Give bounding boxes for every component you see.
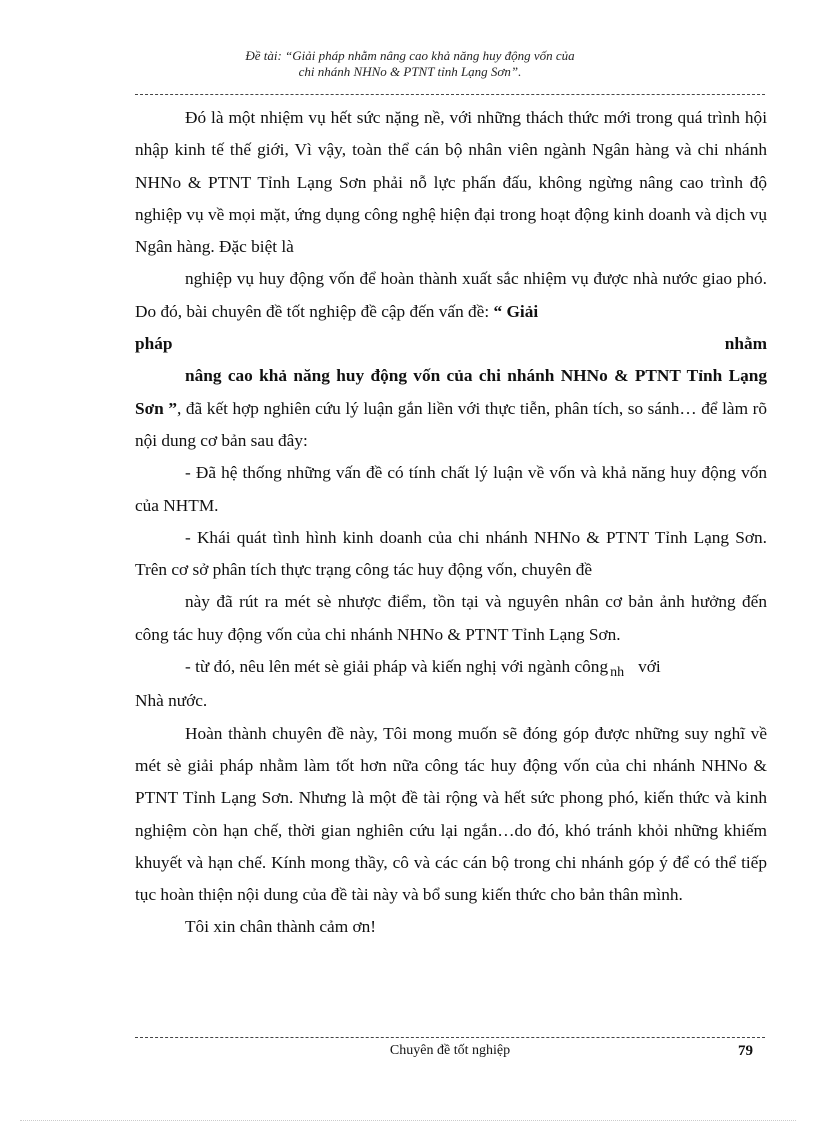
paragraph-6: này đã rút ra mét sè nhược điểm, tồn tại và nguyên nhân cơ bản ảnh hưởng đến công tác huy động vốn của chi nhánh NHNo & PTNT Tỉnh Lạng Sơn. (135, 592, 767, 644)
page-header (150, 48, 670, 80)
paragraph-3-bold: nâng cao khả năng huy động vốn của chi nhánh NHNo & PTNT Tỉnh Lạng Sơn ” (135, 366, 767, 418)
split-title-left: pháp (135, 334, 173, 354)
header-divider (135, 94, 765, 95)
split-title-right: nhằm (724, 334, 767, 354)
paragraph-1: Đó là một nhiệm vụ hết sức nặng nề, với những thách thức mới trong quá trình hội nhập kinh tế thế giới, Vì vậy, toàn thể cán bộ nhân viên ngành Ngân hàng và chi nhánh NHNo & PTNT Tỉnh Lạng Sơn phải nỗ lực phấn đấu, không ngừng nâng cao trình độ nghiệp vụ về mọi mặt, ứng dụng công nghệ hiện đại trong hoạt động kinh doanh và dịch vụ Ngân hàng. Đặc biệt là (135, 108, 767, 257)
page-number: 79 (738, 1043, 753, 1059)
paragraph-4: - Đã hệ thống những vấn đề có tính chất lý luận về vốn và khả năng huy động vốn của NHTM. (135, 463, 767, 515)
paragraph-2-text: nghiệp vụ huy động vốn để hoàn thành xuất sắc nhiệm vụ được nhà nước giao phó. Do đó, bài chuyên đề tốt nghiệp đề cập đến vấn đề: (135, 269, 767, 321)
paragraph-2-bold: “ Giải (493, 301, 539, 321)
paragraph-5: - Khái quát tình hình kinh doanh của chi nhánh NHNo & PTNT Tỉnh Lạng Sơn. Trên cơ sở phân tích thực trạng công tác huy động vốn, chuyên đề (135, 527, 767, 580)
paragraph-7-text: - từ đó, nêu lên mét sè giải pháp và kiến nghị với ngành công (185, 657, 609, 677)
header-line-1: Đề tài: “Giải pháp nhằm nâng cao khả năng huy động vốn của (245, 48, 575, 63)
paragraph-7-fragment: nh (610, 665, 625, 681)
paragraph-7 (135, 651, 767, 685)
paragraph-7-continued: Nhà nước. (135, 691, 208, 711)
paragraph-3 (135, 360, 767, 457)
split-title-line (135, 328, 767, 360)
paragraph-9: Tôi xin chân thành cảm ơn! (185, 917, 377, 937)
header-line-2: chi nhánh NHNo & PTNT tỉnh Lạng Sơn”. (298, 64, 522, 79)
paragraph-8: Hoàn thành chuyên đề này, Tôi mong muốn sẽ đóng góp được những suy nghĩ về mét sè giải pháp nhằm làm tốt hơn nữa công tác huy động vốn của chi nhánh NHNo & PTNT Tỉnh Lạng Sơn. Nhưng là một đề tài rộng và hết sức phong phó, kiến thức và kinh nghiệm còn hạn chế, thời gian nghiên cứu lại ngắn…do đó, khó tránh khỏi những khiếm khuyết và hạn chế. Kính mong thầy, cô và các cán bộ trong chi nhánh góp ý để có thể tiếp tục hoàn thiện nội dung của đề tài này và bổ sung kiến thức cho bản thân mình. (135, 723, 767, 905)
paragraph-7-tail: với (638, 657, 661, 677)
document-body (135, 102, 767, 944)
paragraph-2 (135, 263, 767, 328)
footer-title: Chuyên đề tốt nghiệp (389, 1043, 511, 1058)
page-footer (135, 1043, 765, 1063)
footer-divider (135, 1037, 765, 1038)
page-edge-divider (20, 1120, 796, 1121)
paragraph-3-text: , đã kết hợp nghiên cứu lý luận gắn liền với thực tiễn, phân tích, so sánh… để làm rõ nội dung cơ bản sau đây: (135, 398, 767, 450)
